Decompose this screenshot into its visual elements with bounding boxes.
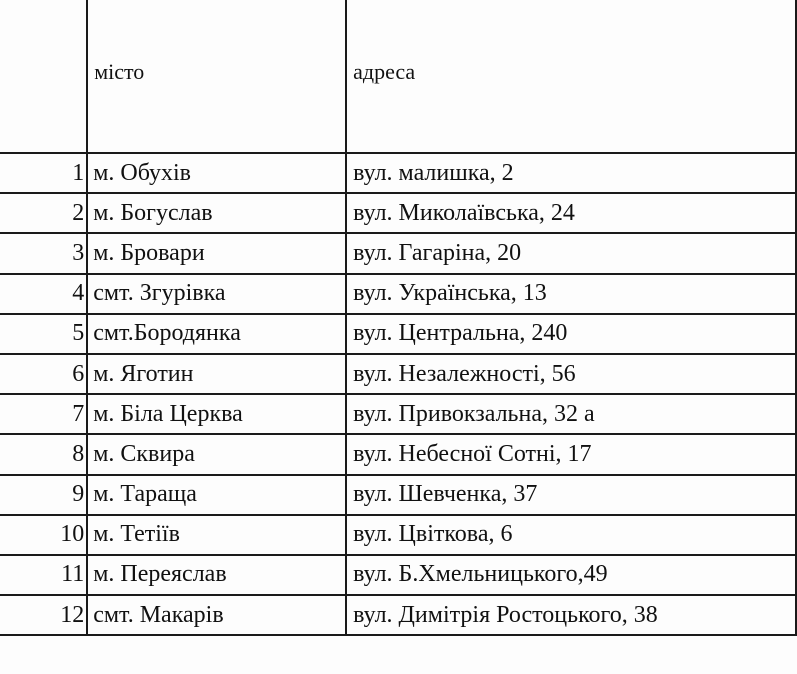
row-address: вул. Центральна, 240 <box>346 314 796 354</box>
table-row <box>0 274 796 314</box>
row-address: вул. Привокзальна, 32 а <box>346 394 796 434</box>
table-row <box>0 394 796 434</box>
row-number: 1 <box>0 153 87 193</box>
row-city: м. Бровари <box>87 233 346 273</box>
row-number: 5 <box>0 314 87 354</box>
row-city: м. Переяслав <box>87 555 346 595</box>
row-address: вул. Небесної Сотні, 17 <box>346 434 796 474</box>
row-city: м. Тараща <box>87 475 346 515</box>
header-number-cell <box>0 0 87 153</box>
row-number: 7 <box>0 394 87 434</box>
table-header-row <box>0 0 796 153</box>
row-city: м. Сквира <box>87 434 346 474</box>
row-city: м. Тетіїв <box>87 515 346 555</box>
row-number: 9 <box>0 475 87 515</box>
row-address: вул. Шевченка, 37 <box>346 475 796 515</box>
table-row <box>0 354 796 394</box>
row-city: м. Богуслав <box>87 193 346 233</box>
row-address: вул. Цвіткова, 6 <box>346 515 796 555</box>
row-number: 12 <box>0 595 87 635</box>
row-number: 10 <box>0 515 87 555</box>
row-city: м. Яготин <box>87 354 346 394</box>
header-city-cell <box>87 0 346 153</box>
row-city: смт. Згурівка <box>87 274 346 314</box>
row-city: смт. Макарів <box>87 595 346 635</box>
header-address-cell <box>346 0 796 153</box>
row-number: 4 <box>0 274 87 314</box>
row-address: вул. Українська, 13 <box>346 274 796 314</box>
row-address: вул. Миколаївська, 24 <box>346 193 796 233</box>
row-address: вул. Незалежності, 56 <box>346 354 796 394</box>
row-number: 6 <box>0 354 87 394</box>
table-row <box>0 434 796 474</box>
table-row <box>0 475 796 515</box>
table-row <box>0 314 796 354</box>
row-address: вул. малишка, 2 <box>346 153 796 193</box>
table-row <box>0 233 796 273</box>
row-number: 8 <box>0 434 87 474</box>
row-address: вул. Б.Хмельницького,49 <box>346 555 796 595</box>
table-row <box>0 193 796 233</box>
row-address: вул. Гагаріна, 20 <box>346 233 796 273</box>
row-city: смт.Бородянка <box>87 314 346 354</box>
table-row <box>0 595 796 635</box>
header-address-label: адреса <box>353 59 416 84</box>
row-city: м. Обухів <box>87 153 346 193</box>
row-number: 3 <box>0 233 87 273</box>
table-row <box>0 515 796 555</box>
header-city-label: місто <box>94 59 145 84</box>
row-address: вул. Димітрія Ростоцького, 38 <box>346 595 796 635</box>
row-number: 2 <box>0 193 87 233</box>
table-row <box>0 153 796 193</box>
table-row <box>0 555 796 595</box>
row-number: 11 <box>0 555 87 595</box>
row-city: м. Біла Церква <box>87 394 346 434</box>
